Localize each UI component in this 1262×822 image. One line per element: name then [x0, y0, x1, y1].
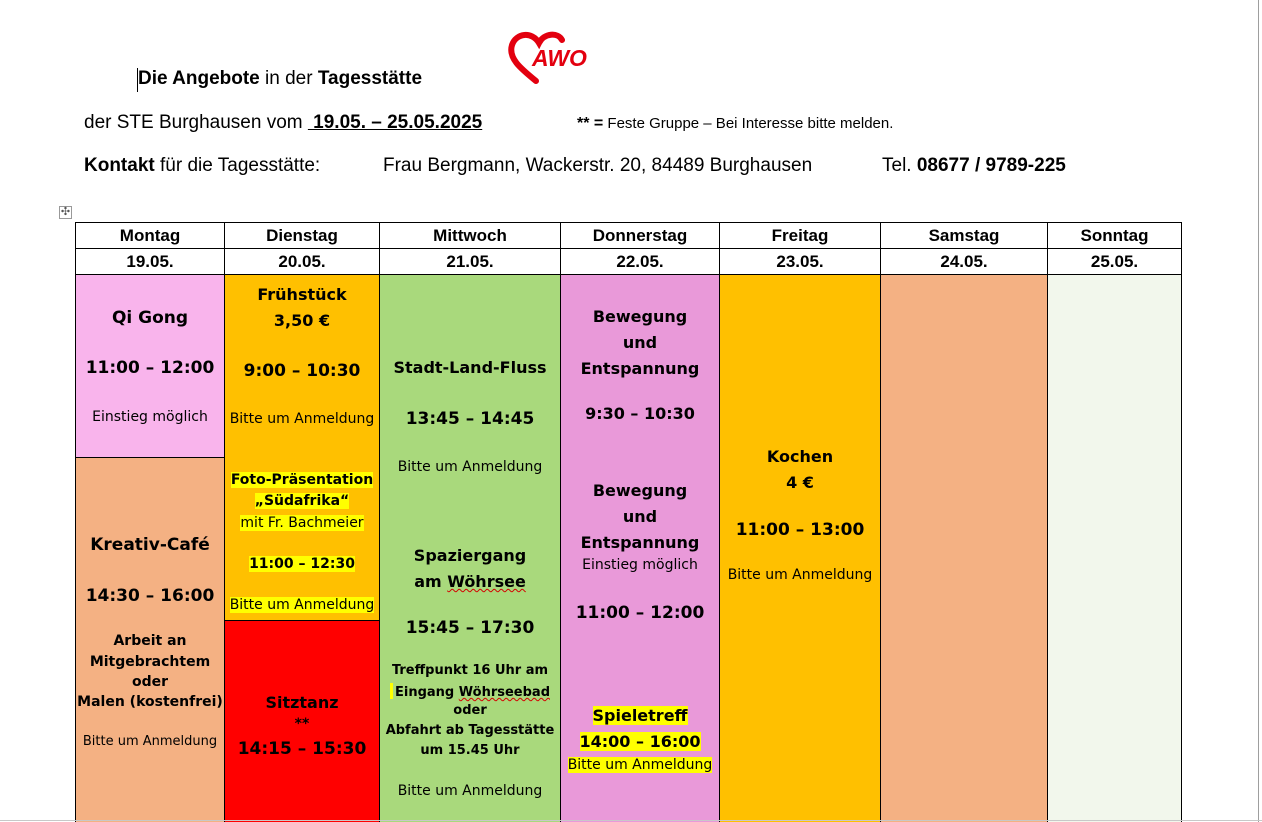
day-name-tuesday: Dienstag	[266, 226, 338, 245]
phone-label: Tel.	[882, 155, 917, 176]
page-title	[138, 68, 422, 90]
event-title: Qi Gong	[111, 308, 189, 328]
event-time: 13:45 – 14:45	[405, 409, 535, 429]
day-name-wednesday: Mittwoch	[433, 226, 507, 245]
contact-address: Frau Bergmann, Wackerstr. 20, 84489 Burghausen	[383, 155, 813, 176]
event-time: 14:15 – 15:30	[237, 739, 367, 759]
event-title: Kreativ-Café	[90, 535, 210, 555]
contact-line	[84, 155, 320, 177]
awo-logo-text: AWO	[532, 45, 587, 71]
cell-sunday	[1048, 275, 1181, 822]
event-subtitle: „Südafrika“	[254, 493, 350, 509]
day-name-friday: Freitag	[771, 226, 829, 245]
title-bold-1: Die Angebote	[138, 68, 260, 89]
event-description: oder	[453, 703, 487, 718]
event-note: Einstieg möglich	[582, 557, 698, 573]
event-time: 11:00 – 13:00	[735, 520, 865, 540]
cell-friday	[720, 275, 880, 822]
event-note: Einstieg möglich	[92, 409, 208, 425]
event-description: um 15.45 Uhr	[420, 743, 520, 758]
event-host: mit Fr. Bachmeier	[240, 515, 364, 531]
event-description	[380, 683, 560, 700]
day-date-sunday: 25.05.	[1090, 252, 1139, 271]
legend-stars: ** =	[577, 115, 604, 132]
event-time: 11:00 – 12:30	[249, 556, 355, 572]
event-title: Frühstück	[257, 285, 347, 304]
event-title: Spieletreff	[592, 706, 688, 725]
meeting-point-prefix: Eingang	[395, 685, 459, 700]
event-time: 14:30 – 16:00	[85, 586, 215, 606]
event-description: Abfahrt ab Tagesstätte	[385, 723, 555, 738]
day-date-friday: 23.05.	[776, 252, 824, 271]
foto-presentation-block	[225, 470, 379, 534]
event-title: Bewegung	[592, 307, 688, 326]
period-dates: 19.05. – 25.05.2025	[307, 112, 483, 133]
awo-logo	[506, 28, 602, 88]
event-time: 15:45 – 17:30	[405, 618, 535, 638]
event-title: Spaziergang	[413, 546, 527, 565]
day-date-wednesday: 21.05.	[446, 252, 494, 271]
table-col-divider	[880, 222, 881, 822]
meeting-point-location: Wöhrseebad	[458, 685, 550, 700]
day-name-thursday: Donnerstag	[592, 226, 688, 245]
event-title: und	[622, 333, 658, 352]
event-description: Malen (kostenfrei)	[77, 694, 223, 710]
contact-text: für die Tagesstätte:	[154, 155, 321, 176]
event-time: 14:00 – 16:00	[579, 732, 701, 751]
table-top-border	[75, 222, 1182, 223]
event-note: Bitte um Anmeldung	[229, 597, 375, 613]
event-note: Bitte um Anmeldung	[229, 411, 375, 427]
phone-number: 08677 / 9789-225	[916, 155, 1066, 176]
event-title: Sitztanz	[265, 693, 339, 712]
event-note: Bitte um Anmeldung	[397, 459, 543, 475]
title-bold-2: Tagesstätte	[317, 68, 423, 89]
event-description: Arbeit an	[113, 633, 187, 649]
day-name-monday: Montag	[119, 226, 181, 245]
event-description: oder	[131, 674, 169, 690]
table-move-handle-icon[interactable]: ✣	[60, 206, 71, 218]
event-time: 11:00 – 12:00	[85, 358, 215, 378]
cell-saturday	[881, 275, 1047, 822]
event-time: 9:00 – 10:30	[243, 361, 361, 381]
event-title: Foto-Präsentation	[230, 472, 374, 488]
table-col-divider	[1047, 222, 1048, 822]
event-description: Mitgebrachtem	[89, 654, 211, 670]
event-title: und	[622, 507, 658, 526]
fixed-group-marker: **	[294, 716, 310, 732]
title-mid: in der	[259, 68, 318, 89]
legend-note	[577, 115, 893, 133]
table-row-divider	[75, 248, 1182, 249]
event-title: Kochen	[766, 447, 834, 466]
day-date-monday: 19.05.	[126, 252, 174, 271]
day-date-thursday: 22.05.	[616, 252, 664, 271]
table-col-divider	[1181, 222, 1182, 822]
page-bottom-edge	[0, 820, 1262, 821]
event-title-part: am	[414, 572, 448, 591]
day-name-sunday: Sonntag	[1080, 226, 1149, 245]
table-row-divider	[75, 274, 1182, 275]
legend-text: Feste Gruppe – Bei Interesse bitte melden.	[603, 115, 894, 132]
period-line	[84, 112, 482, 134]
event-location: Wöhrsee	[447, 572, 526, 591]
event-note: Bitte um Anmeldung	[82, 734, 218, 749]
event-note: Bitte um Anmeldung	[397, 783, 543, 799]
event-price: 4 €	[786, 473, 814, 492]
table-cell-divider	[225, 620, 380, 621]
event-description: Treffpunkt 16 Uhr am	[391, 663, 549, 678]
day-date-tuesday: 20.05.	[278, 252, 326, 271]
event-title-line2	[380, 572, 560, 591]
event-time: 11:00 – 12:00	[575, 603, 705, 623]
event-title: Bewegung	[592, 481, 688, 500]
contact-label: Kontakt	[84, 155, 155, 176]
table-cell-divider	[75, 457, 225, 458]
page-edge	[1258, 0, 1259, 822]
event-note: Bitte um Anmeldung	[727, 567, 873, 583]
contact-phone	[882, 155, 1066, 177]
event-note: Bitte um Anmeldung	[567, 757, 713, 773]
day-name-saturday: Samstag	[928, 226, 1000, 245]
event-price: 3,50 €	[273, 311, 331, 330]
event-title: Stadt-Land-Fluss	[393, 358, 547, 377]
period-prefix: der STE Burghausen vom	[84, 112, 308, 133]
event-title: Entspannung	[580, 359, 700, 378]
event-title: Entspannung	[580, 533, 700, 552]
event-time: 9:30 – 10:30	[585, 404, 695, 423]
day-date-saturday: 24.05.	[940, 252, 988, 271]
